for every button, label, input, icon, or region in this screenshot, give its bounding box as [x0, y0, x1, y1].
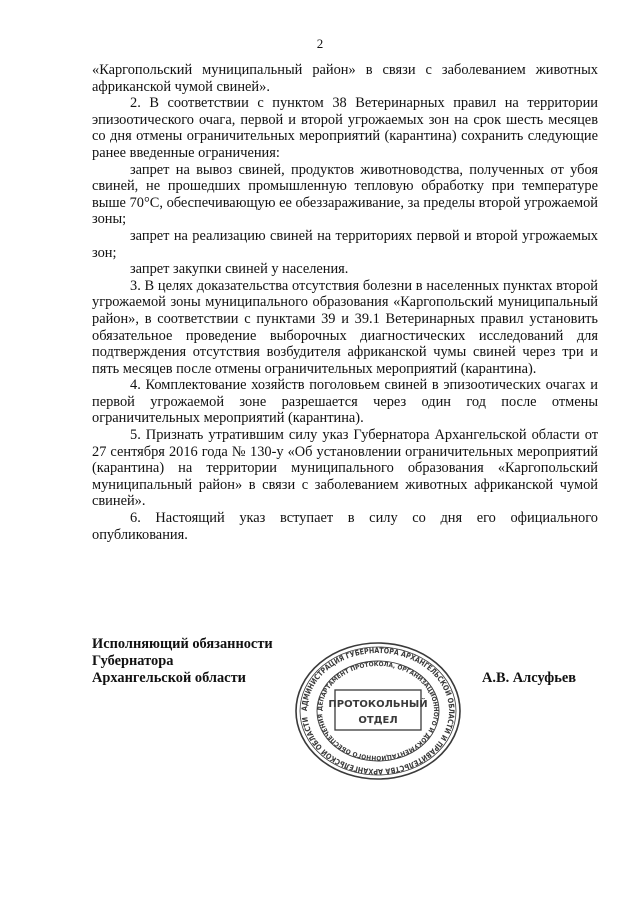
- paragraph: запрет закупки свиней у населения.: [130, 261, 349, 278]
- page-number: 2: [316, 36, 324, 51]
- paragraph: «Каргопольский муниципальный район» в связи с заболеванием животных африканской чумой свиней».: [92, 62, 598, 95]
- signatory-name: А.В. Алсуфьев: [482, 670, 577, 686]
- official-stamp: [282, 630, 474, 792]
- stamp-center-line: ОТДЕЛ: [358, 715, 398, 726]
- signatory-title-line: Губернатора: [92, 653, 174, 669]
- paragraph: 2. В соответствии с пунктом 38 Ветеринарных правил на территории эпизоотического очага, первой и второй угрожаемых зон на срок шесть месяцев со дня отмены ограничительных мероприятий (карантина) сохранить следующие ранее введенные ограничения:: [92, 95, 598, 161]
- paragraph: 6. Настоящий указ вступает в силу со дня его официального опубликования.: [92, 510, 598, 543]
- paragraph: запрет на вывоз свиней, продуктов животноводства, полученных от убоя свиней, не прошедших промышленную тепловую обработку при температуре выше 70°C, обеспечивающую ее обеззараживание, за пределы второй угрожаемой зоны;: [92, 161, 598, 228]
- paragraph: запрет на реализацию свиней на территориях первой и второй угрожаемых зон;: [92, 227, 598, 261]
- signatory-title-line: Исполняющий обязанности: [92, 636, 273, 652]
- paragraph: 4. Комплектование хозяйств поголовьем свиней в эпизоотических очагах и первой угрожаемой зоне разрешается через один год после отмены ограничительных мероприятий (карантина).: [92, 377, 598, 427]
- paragraph: 5. Признать утратившим силу указ Губернатора Архангельской области от 27 сентября 2016 года № 130-у «Об установлении ограничительных мероприятий (карантина) на территории муниципального образования «Каргопольский муниципальный район» в связи с заболеванием животных африканской чумой свиней».: [92, 427, 598, 510]
- stamp-inner-textpath: ДЕПАРТАМЕНТ ПРОТОКОЛА, ОРГАНИЗАЦИОННОГО И ДОКУМЕНТАЦИОННОГО ОБЕСПЕЧЕНИЯ: [316, 660, 440, 762]
- stamp-center-line: ПРОТОКОЛЬНЫЙ: [328, 699, 428, 710]
- signatory-title: [92, 636, 273, 687]
- stamp-outer-textpath: АДМИНИСТРАЦИЯ ГУБЕРНАТОРА АРХАНГЕЛЬСКОЙ ОБЛАСТИ И ПРАВИТЕЛЬСТВА АРХАНГЕЛЬСКОЙ ОБЛАСТИ: [299, 645, 457, 777]
- paragraph: 3. В целях доказательства отсутствия болезни в населенных пунктах второй угрожаемой зоны муниципального образования «Каргопольский муниципальный район», в соответствии с пунктами 39 и 39.1 Ветеринарных правил установить обязательное проведение выборочных диагностических исследований для подтверждения отсутствия возбудителя африканской чумы свиней через три и пять месяцев после отмены ограничительных мероприятий (карантина).: [92, 277, 598, 377]
- signatory-title-line: Архангельской области: [92, 670, 246, 686]
- document-body: [92, 62, 598, 543]
